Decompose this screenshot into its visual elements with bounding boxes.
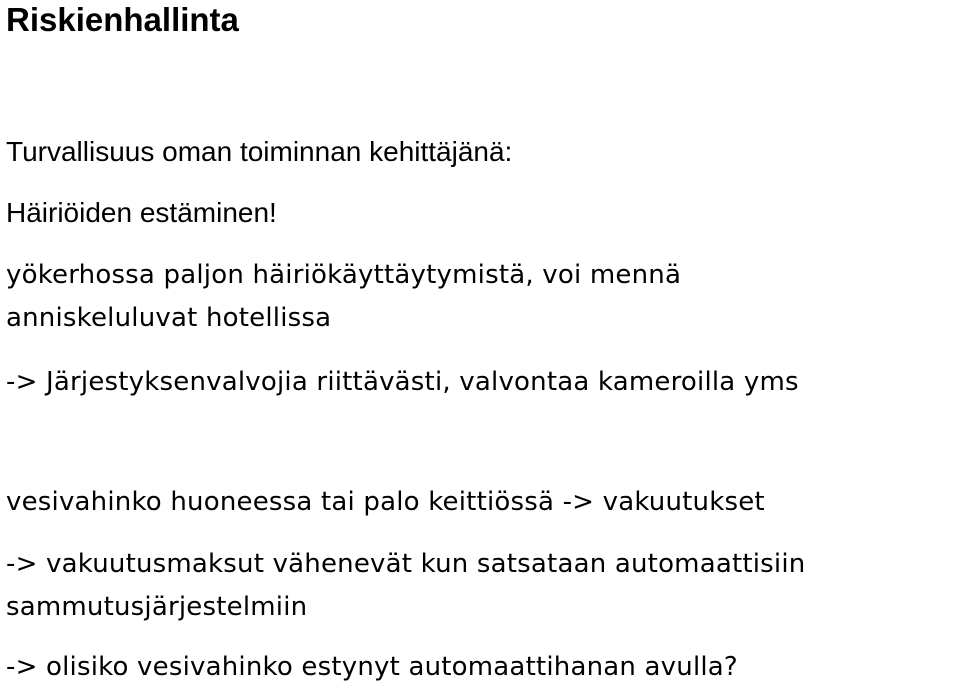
section-heading: Häiriöiden estäminen! [6, 197, 277, 228]
body-line-guards: -> Järjestyksenvalvojia riittävästi, valvontaa kameroilla yms [6, 367, 799, 397]
body-line-sprinklers: sammutusjärjestelmiin [6, 592, 308, 622]
body-line-question: -> olisiko vesivahinko estynyt automaattihanan avulla? [6, 652, 738, 682]
subtitle-line: Turvallisuus oman toiminnan kehittäjänä: [6, 136, 513, 167]
body-line-licences: anniskeluluvat hotellissa [6, 303, 332, 333]
body-line-premiums: -> vakuutusmaksut vähenevät kun satsataan automaattisiin [6, 549, 806, 579]
page-title: Riskienhallinta [6, 1, 239, 38]
body-line-water-damage: vesivahinko huoneessa tai palo keittiössä -> vakuutukset [6, 487, 765, 517]
body-line-nightclub: yökerhossa paljon häiriökäyttäytymistä, voi mennä [6, 260, 682, 290]
